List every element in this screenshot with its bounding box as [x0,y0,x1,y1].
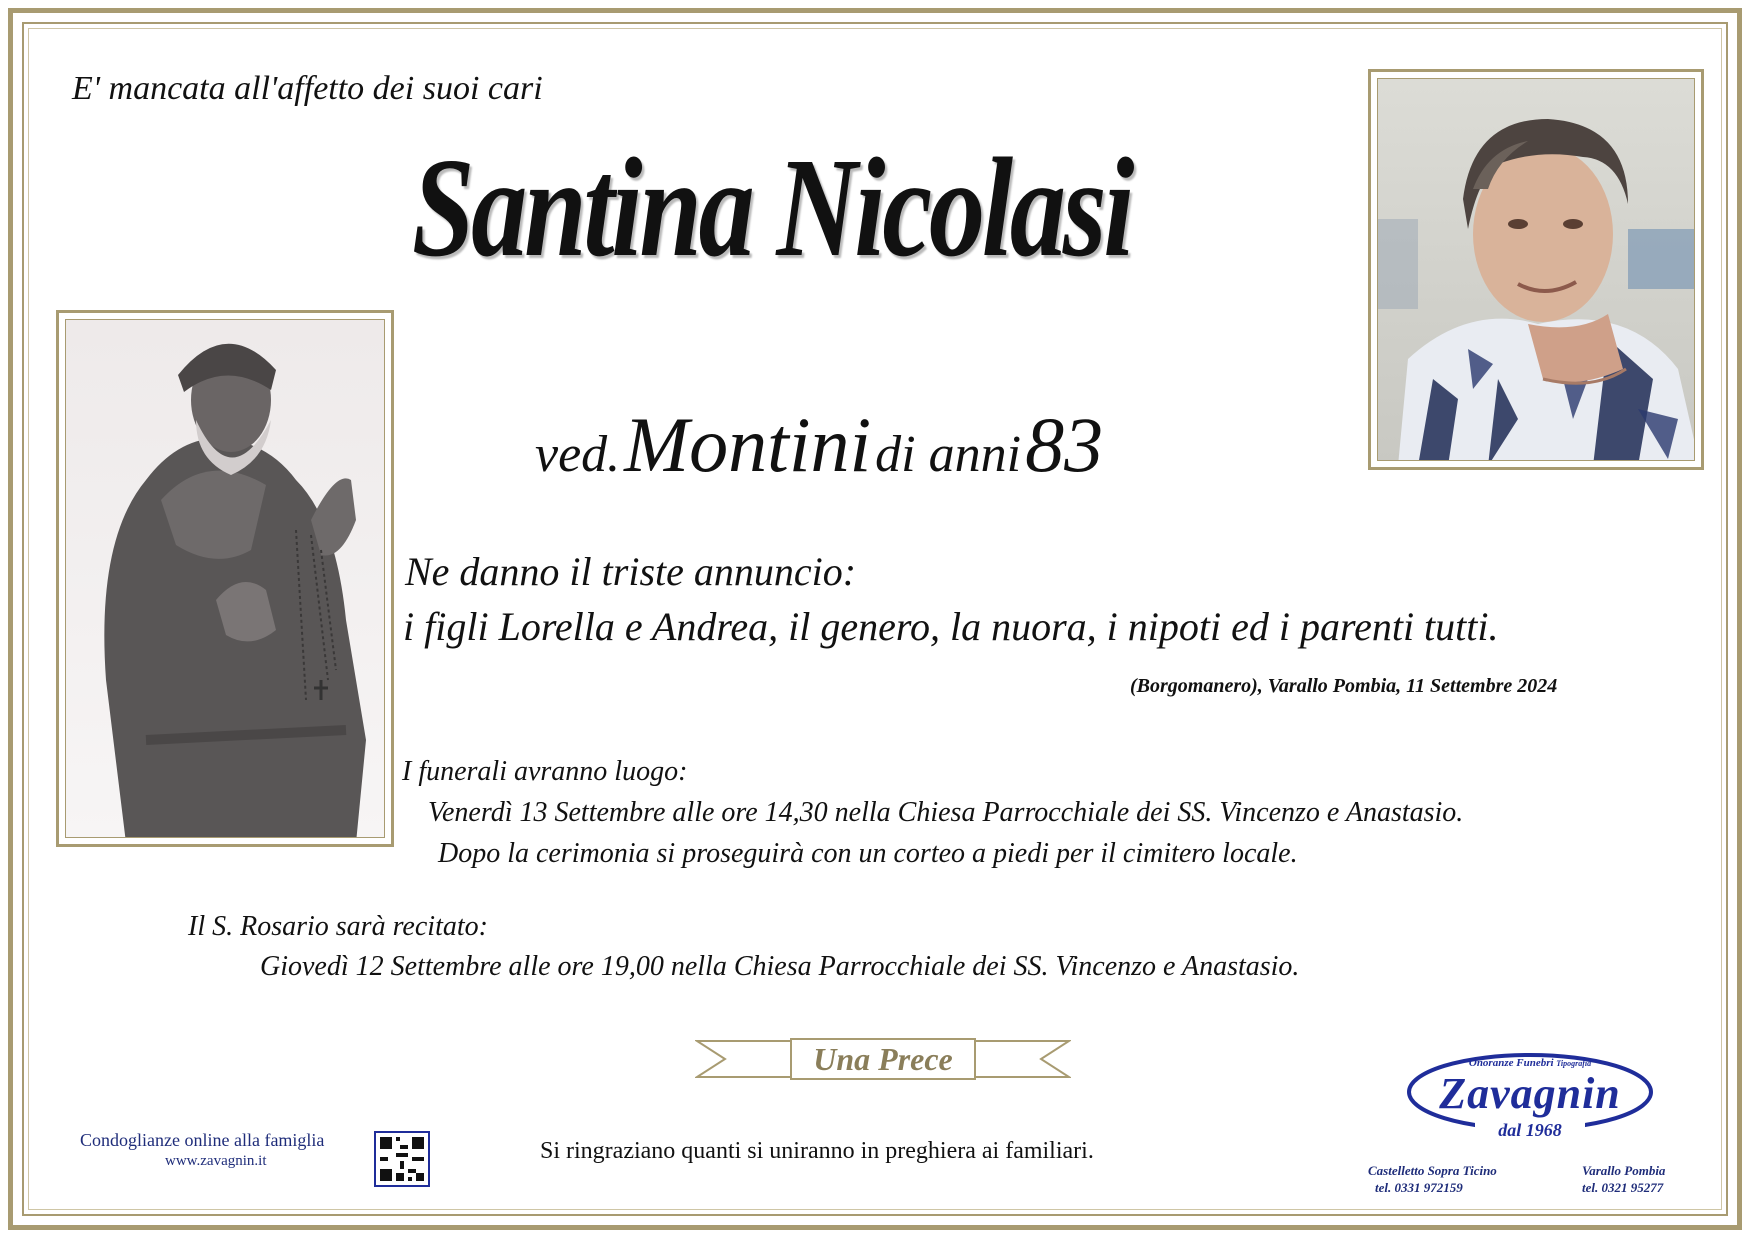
thanks-text: Si ringraziano quanti si uniranno in preghiera ai familiari. [540,1138,1094,1164]
qr-code[interactable] [374,1131,430,1187]
age-value: 83 [1025,401,1104,488]
condolences-text: Condoglianze online alla famiglia [80,1130,325,1150]
office-1-phone: tel. 0331 972159 [1375,1180,1463,1195]
funeral-line-1: Venerdì 13 Settembre alle ore 14,30 nella Chiesa Parrocchiale dei SS. Vincenzo e Anastasio. [428,797,1464,828]
saint-image [56,310,394,847]
office-1-city: Castelletto Sopra Ticino [1368,1163,1497,1178]
announcement-title: Ne danno il triste annuncio: [405,549,857,594]
qr-icon [376,1133,428,1185]
funeral-title: I funerali avranno luogo: [402,756,688,787]
condolences-site[interactable]: www.zavagnin.it [165,1153,267,1169]
portrait-image [1378,79,1695,461]
portrait-photo [1368,69,1704,470]
funeral-line-2: Dopo la cerimonia si proseguirà con un corteo a piedi per il cimitero locale. [438,838,1298,869]
prayer-ribbon [695,1037,1071,1081]
logo-since: dal 1968 [1498,1120,1562,1140]
prayer-text: Una Prece [813,1041,953,1077]
place-date: (Borgomanero), Varallo Pombia, 11 Settembre 2024 [1130,675,1558,697]
funeral-home-logo [1405,1050,1655,1142]
intro-text: E' mancata all'affetto dei suoi cari [72,70,543,107]
statue-image [66,320,385,838]
widow-prefix: ved. [535,426,621,483]
deceased-name: Santina Nicolasi [412,128,1132,286]
announcement-family: i figli Lorella e Andrea, il genero, la nuora, i nipoti ed i parenti tutti. [403,604,1499,649]
office-2-phone: tel. 0321 95277 [1582,1180,1664,1195]
logo-name: Zavagnin [1439,1069,1621,1118]
logo-top-line: Onoranze Funebri Tipografia [1468,1057,1592,1069]
office-2-city: Varallo Pombia [1582,1163,1666,1178]
rosary-title: Il S. Rosario sarà recitato: [188,911,488,942]
rosary-line-1: Giovedì 12 Settembre alle ore 19,00 nella Chiesa Parrocchiale dei SS. Vincenzo e Anastasio. [260,951,1300,982]
subtitle-line [535,400,1103,490]
married-surname: Montini [624,401,872,488]
age-prefix: di anni [875,426,1022,483]
